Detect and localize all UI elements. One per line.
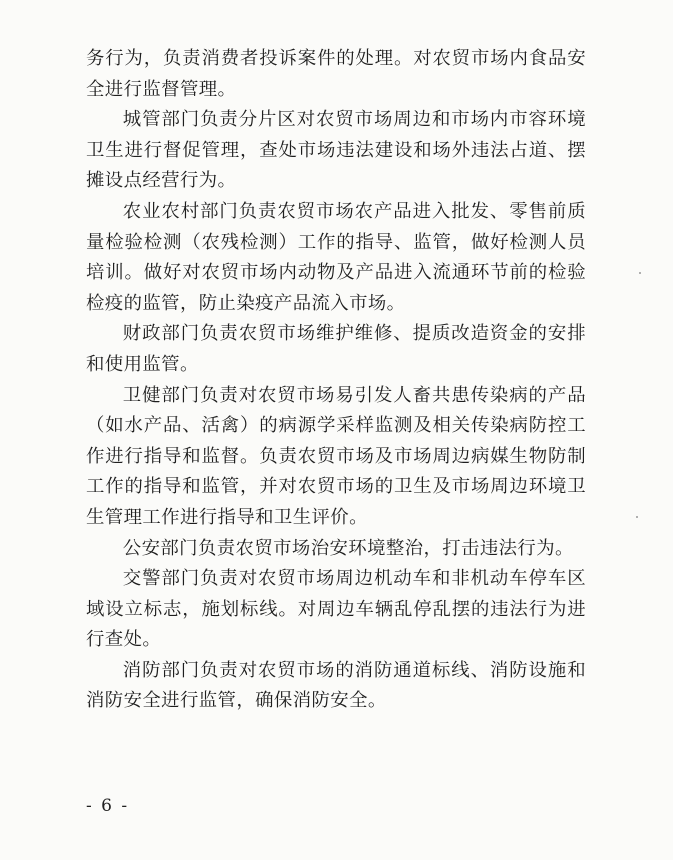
paragraph-urban-management: 城管部门负责分片区对农贸市场周边和市场内市容环境卫生进行督促管理，查处市场违法建设和场外违法占道、摆摊设点经营行为。 bbox=[86, 109, 586, 192]
document-body bbox=[86, 44, 586, 717]
paragraph-health: 卫健部门负责对农贸市场易引发人畜共患传染病的产品（如水产品、活禽）的病源学采样监测及相关传染病防控工作进行指导和监督。负责农贸市场及市场周边病媒生物防制工作的指导和监管，并对农贸市场的卫生及市场周边环境卫生管理工作进行指导和卫生评价。 bbox=[86, 384, 586, 528]
paragraph-agriculture-rural: 农业农村部门负责农贸市场农产品进入批发、零售前质量检验检测（农残检测）工作的指导、监管，做好检测人员培训。做好对农贸市场内动物及产品进入流通环节前的检验检疫的监管，防止染疫产品流入市场。 bbox=[86, 200, 586, 314]
paragraph-market-supervision-tail: 务行为，负责消费者投诉案件的处理。对农贸市场内食品安全进行监督管理。 bbox=[86, 48, 586, 100]
page-number: - 6 - bbox=[86, 796, 130, 816]
paragraph-public-security: 公安部门负责农贸市场治安环境整治，打击违法行为。 bbox=[122, 537, 574, 559]
paragraph-finance: 财政部门负责农贸市场维护维修、提质改造资金的安排和使用监管。 bbox=[86, 323, 586, 375]
scan-speck bbox=[639, 272, 641, 274]
paragraph-fire-department: 消防部门负责对农贸市场的消防通道标线、消防设施和消防安全进行监管，确保消防安全。 bbox=[86, 659, 586, 712]
scan-speck bbox=[636, 516, 638, 518]
paragraph-traffic-police: 交警部门负责对农贸市场周边机动车和非机动车停车区域设立标志，施划标线。对周边车辆乱停乱摆的违法行为进行查处。 bbox=[86, 568, 586, 651]
